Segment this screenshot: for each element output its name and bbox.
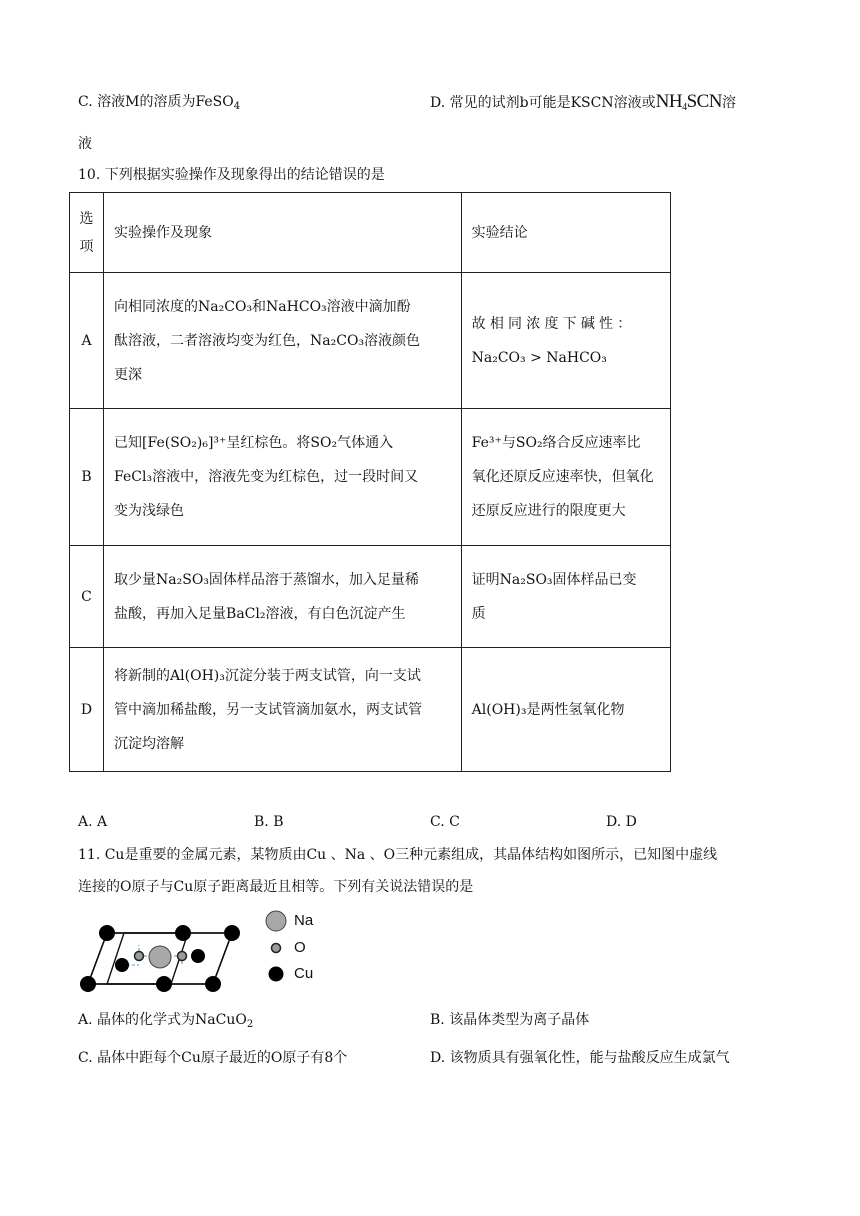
cu-atom <box>191 949 205 963</box>
cu-atom <box>156 976 172 992</box>
q9-option-c <box>78 92 240 112</box>
operation-line: 更深 <box>114 366 143 383</box>
q10-choice-c[interactable]: C. C <box>430 814 460 830</box>
q10-choice-a[interactable]: A. A <box>78 814 108 830</box>
q9-option-d <box>430 92 736 113</box>
q11-option-d[interactable]: D. 该物质具有强氧化性，能与盐酸反应生成氯气 <box>430 1050 730 1066</box>
experiment-table <box>69 192 671 772</box>
header-option <box>70 193 104 273</box>
table-header-row <box>70 193 671 273</box>
operation-line: 向相同浓度的Na₂CO₃和NaHCO₃溶液中滴加酚 <box>114 298 411 315</box>
q9-option-c-text: C. 溶液M的溶质为FeSO <box>78 94 234 110</box>
na-atom <box>149 946 171 968</box>
legend-o-icon <box>272 944 281 953</box>
o-atom <box>178 952 187 961</box>
legend-na-label: Na <box>294 912 314 929</box>
conclusion-line: 质 <box>471 605 486 622</box>
conclusion-line: 证明Na₂SO₃固体样品已变 <box>471 571 637 588</box>
o-atom <box>135 952 144 961</box>
row-operation <box>104 648 462 772</box>
row-operation <box>104 409 462 546</box>
q11-option-c[interactable]: C. 晶体中距每个Cu原子最近的O原子有8个 <box>78 1050 348 1066</box>
cu-atom <box>175 925 191 941</box>
operation-line: 盐酸，再加入足量BaCl₂溶液，有白色沉淀产生 <box>114 605 406 622</box>
q11-stem-line2: 连接的O原子与Cu原子距离最近且相等。下列有关说法错误的是 <box>78 879 474 895</box>
operation-line: 酞溶液，二者溶液均变为红色，Na₂CO₃溶液颜色 <box>114 332 421 349</box>
conclusion-line: Al(OH)₃是两性氢氧化物 <box>471 701 625 718</box>
operation-line: 管中滴加稀盐酸，另一支试管滴加氨水，两支试管 <box>114 701 423 718</box>
conclusion-line: Fe³⁺与SO₂络合反应速率比 <box>471 435 641 451</box>
row-option: C <box>70 546 104 648</box>
legend-cu-icon <box>269 967 284 982</box>
row-option: D <box>70 648 104 772</box>
q9-option-d-chem-tail: SCN <box>686 91 723 112</box>
cu-atom <box>224 925 240 941</box>
conclusion-line: Na₂CO₃ > NaHCO₃ <box>471 349 607 366</box>
q11-option-a[interactable] <box>78 1010 253 1030</box>
cu-atom <box>205 976 221 992</box>
row-operation <box>104 273 462 409</box>
cu-atom <box>80 976 96 992</box>
q11-stem-line1: 11. Cu是重要的金属元素，某物质由Cu 、Na 、O三种元素组成，其晶体结构如图所示，已知图中虚线 <box>78 847 718 863</box>
operation-line: 取少量Na₂SO₃固体样品溶于蒸馏水，加入足量稀 <box>114 571 419 588</box>
legend-cu-label: Cu <box>294 965 314 982</box>
conclusion-line: 氧化还原反应速率快，但氧化 <box>471 469 654 485</box>
q9-option-d-chem: NH <box>655 91 683 112</box>
conclusion-line: 还原反应进行的限度更大 <box>471 503 626 519</box>
cu-atom <box>115 958 129 972</box>
header-option-line1: 选 <box>79 210 94 227</box>
table-row <box>70 546 671 648</box>
operation-line: 沉淀均溶解 <box>114 735 185 752</box>
q9-option-c-sub: 4 <box>233 101 241 112</box>
legend-o-label: O <box>294 939 306 956</box>
legend-na-icon <box>266 911 286 931</box>
table-row <box>70 409 671 546</box>
q9-option-d-wrap: 液 <box>78 136 92 152</box>
q10-choice-d[interactable]: D. D <box>606 814 637 830</box>
cu-atom <box>99 925 115 941</box>
operation-line: 将新制的Al(OH)₃沉淀分装于两支试管，向一支试 <box>114 667 421 684</box>
conclusion-line: 故相同浓度下碱性： <box>471 315 636 332</box>
row-conclusion <box>461 546 670 648</box>
table-row <box>70 648 671 772</box>
q11-option-a-text: A. 晶体的化学式为NaCuO <box>78 1012 247 1028</box>
q11-option-b[interactable]: B. 该晶体类型为离子晶体 <box>430 1012 590 1028</box>
q9-option-d-suffix: 溶 <box>722 95 737 111</box>
q11-option-a-sub: 2 <box>246 1019 254 1030</box>
q10-choice-b[interactable]: B. B <box>254 814 284 830</box>
q9-option-d-chem-sub: 4 <box>682 102 687 113</box>
row-conclusion <box>461 409 670 546</box>
operation-line: FeCl₃溶液中，溶液先变为红棕色，过一段时间又 <box>114 469 419 485</box>
row-operation <box>104 546 462 648</box>
q10-stem: 10. 下列根据实验操作及现象得出的结论错误的是 <box>78 167 385 183</box>
row-conclusion <box>461 648 670 772</box>
cell-inner-outline <box>107 933 188 984</box>
row-option: B <box>70 409 104 546</box>
q9-option-d-prefix: D. 常见的试剂b可能是KSCN溶液或 <box>430 95 656 111</box>
operation-line: 已知[Fe(SO₂)₆]³⁺呈红棕色。将SO₂气体通入 <box>114 435 394 451</box>
header-option-line2: 项 <box>79 238 94 255</box>
header-operation: 实验操作及现象 <box>104 193 462 273</box>
row-conclusion <box>461 273 670 409</box>
row-option: A <box>70 273 104 409</box>
operation-line: 变为浅绿色 <box>114 503 185 519</box>
table-row <box>70 273 671 409</box>
header-conclusion: 实验结论 <box>461 193 670 273</box>
